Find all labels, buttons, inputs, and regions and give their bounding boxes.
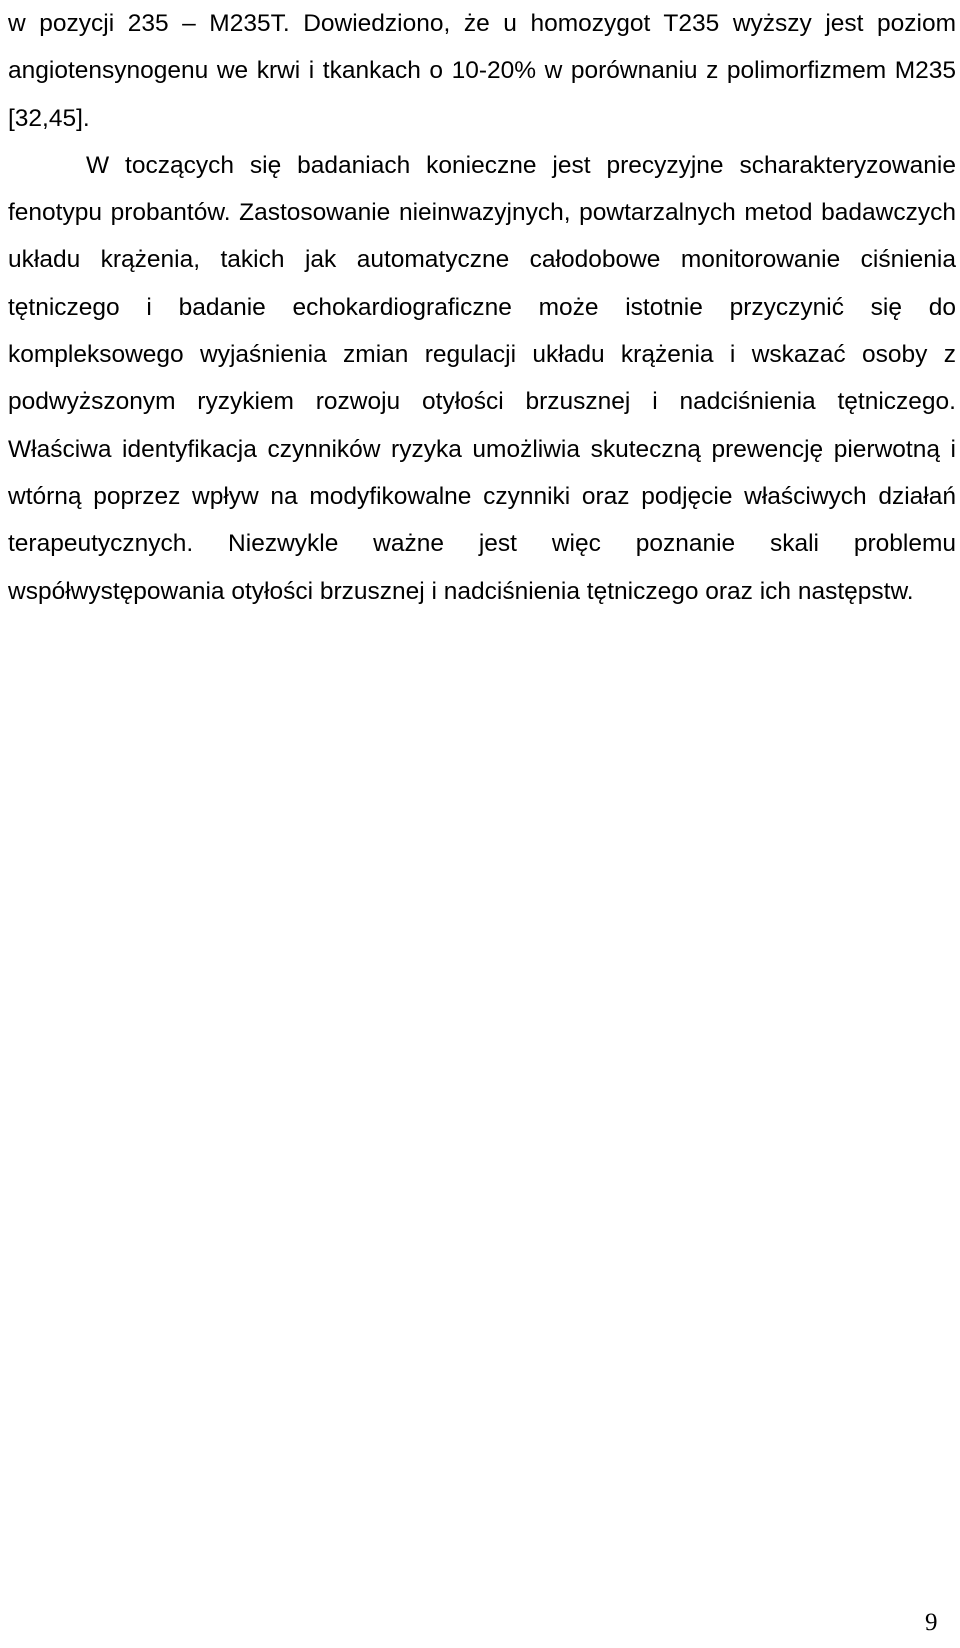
page-number: 9 (925, 1609, 938, 1636)
paragraph-main: W toczących się badaniach konieczne jest precyzyjne scharakteryzowanie fenotypu probantów. Zastosowanie nieinwazyjnych, powtarzalnych metod badawczych układu krążenia, takich jak automatyczne całodobowe monitorowanie ciśnienia tętniczego i badanie echokardiograficzne może istotnie przyczynić się do kompleksowego wyjaśnienia zmian regulacji układu krążenia i wskazać osoby z podwyższonym ryzykiem rozwoju otyłości brzusznej i nadciśnienia tętniczego. Właściwa identyfikacja czynników ryzyka umożliwia skuteczną prewencję pierwotną i wtórną poprzez wpływ na modyfikowalne czynniki oraz podjęcie właściwych działań terapeutycznych. Niezwykle ważne jest więc poznanie skali problemu współwystępowania otyłości brzusznej i nadciśnienia tętniczego oraz ich następstw. (8, 151, 956, 605)
paragraph-continued: w pozycji 235 – M235T. Dowiedziono, że u homozygot T235 wyższy jest poziom angiotensynogenu we krwi i tkankach o 10-20% w porównaniu z polimorfizmem M235 [32,45]. (8, 10, 956, 132)
body-text (8, 0, 956, 615)
